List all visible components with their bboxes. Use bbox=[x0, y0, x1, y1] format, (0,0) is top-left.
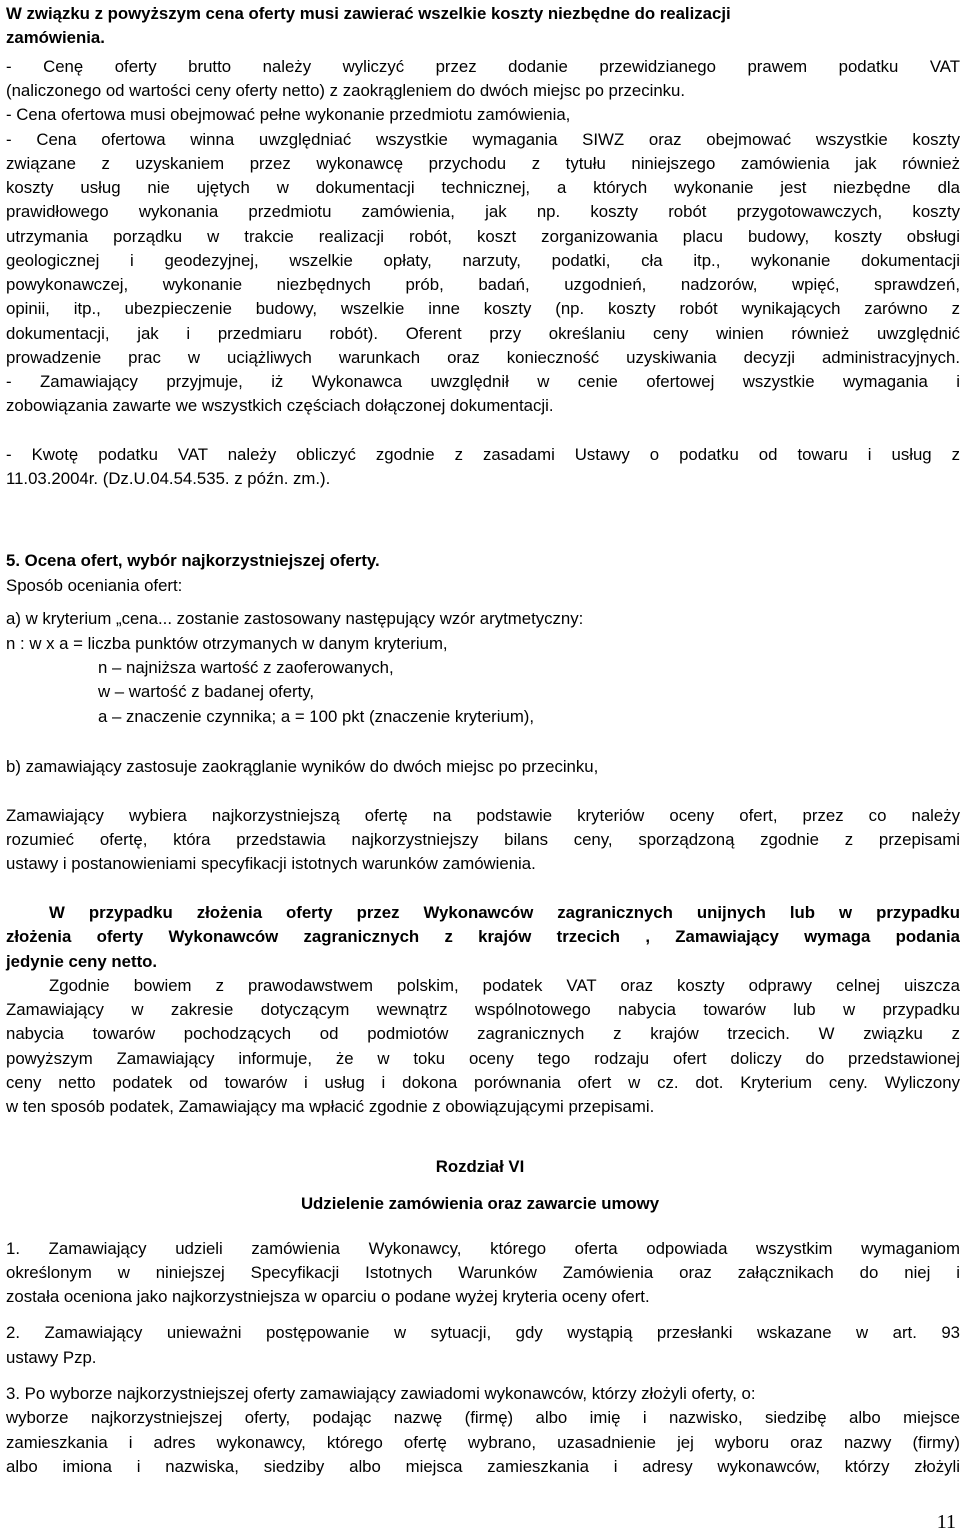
text-line: 2. Zamawiający unieważni postępowanie w sytuacji, gdy wystąpią przesłanki wskazane w art. 93 bbox=[6, 1323, 960, 1342]
text-line: opinii, itp., ubezpieczenie budowy, wszelkie inne koszty (np. koszty robót wynikających zarówno z bbox=[6, 299, 960, 318]
text-line: została oceniona jako najkorzystniejsza w oparciu o podane wyżej kryteria oceny ofert. bbox=[6, 1287, 650, 1306]
text-line: prawidłowego wykonania przedmiotu zamówienia, jak np. koszty robót przygotowawczych, koszty bbox=[6, 202, 960, 221]
text-line: n – najniższa wartość z zaoferowanych, bbox=[98, 658, 394, 677]
text-line: - Kwotę podatku VAT należy obliczyć zgodnie z zasadami Ustawy o podatku od towaru i usług z bbox=[6, 445, 960, 464]
text-line: zamówienia. bbox=[6, 28, 105, 47]
text-line: rozumieć ofertę, która przedstawia najkorzystniejszy bilans ceny, sporządzoną zgodnie z przepisami bbox=[6, 830, 960, 849]
text-line: - Zamawiający przyjmuje, iż Wykonawca uwzględnił w cenie ofertowej wszystkie wymagania i bbox=[6, 372, 960, 391]
text-line: 1. Zamawiający udzieli zamówienia Wykonawcy, którego oferta odpowiada wszystkim wymaganiom bbox=[6, 1239, 960, 1258]
text-line: w ten sposób podatek, Zamawiający ma wpłacić zgodnie z obowiązującymi przepisami. bbox=[6, 1097, 655, 1116]
text-line: złożenia oferty Wykonawców zagranicznych z krajów trzecich , Zamawiający wymaga podania bbox=[6, 927, 960, 946]
text-line: nabycia towarów pochodzących od podmiotów zagranicznych z krajów trzecich. W związku z bbox=[6, 1024, 960, 1043]
text-line: powyższym Zamawiający informuje, że w toku oceny tego rodzaju ofert doliczy do przedstawionej bbox=[6, 1049, 960, 1068]
text-line: zamieszkania i adres wykonawcy, którego ofertę wybrano, uzasadnienie jej wyboru oraz nazwy (firmy) bbox=[6, 1433, 960, 1452]
text-line: - Cena ofertowa musi obejmować pełne wykonanie przedmiotu zamówienia, bbox=[6, 105, 571, 124]
text-line: (naliczonego od wartości ceny oferty netto) z zaokrągleniem do dwóch miejsc po przecinku. bbox=[6, 81, 686, 100]
text-line: Sposób oceniania ofert: bbox=[6, 576, 183, 595]
text-line: a – znaczenie czynnika; a = 100 pkt (znaczenie kryterium), bbox=[98, 707, 535, 726]
text-line: zobowiązania zawarte we wszystkich częściach dołączonej dokumentacji. bbox=[6, 396, 554, 415]
text-line: Zamawiający w zakresie dotyczącym wewnątrz wspólnotowego nabycia towarów lub w przypadku bbox=[6, 1000, 960, 1019]
text-line: W przypadku złożenia oferty przez Wykonawców zagranicznych unijnych lub w przypadku bbox=[49, 903, 960, 922]
text-line: Zgodnie bowiem z prawodawstwem polskim, podatek VAT oraz koszty odprawy celnej uiszcza bbox=[49, 976, 960, 995]
text-line: wyborze najkorzystniejszej oferty, podając nazwę (firmę) albo imię i nazwisko, siedzibę albo miejsce bbox=[6, 1408, 960, 1427]
text-line: ustawy Pzp. bbox=[6, 1348, 97, 1367]
text-line: - Cenę oferty brutto należy wyliczyć przez dodanie przewidzianego prawem podatku VAT bbox=[6, 57, 960, 76]
page-number: 11 bbox=[936, 1511, 956, 1533]
text-line: Rozdział VI bbox=[435, 1157, 525, 1176]
text-line: n : w x a = liczba punktów otrzymanych w danym kryterium, bbox=[6, 634, 448, 653]
text-line: utrzymania porządku w trakcie realizacji robót, koszt zorganizowania placu budowy, koszty obsługi bbox=[6, 227, 960, 246]
text-line: b) zamawiający zastosuje zaokrąglanie wyników do dwóch miejsc po przecinku, bbox=[6, 757, 599, 776]
text-line: jedynie ceny netto. bbox=[6, 952, 158, 971]
text-line: prowadzenie prac w uciążliwych warunkach oraz konieczność uzyskiwania decyzji administracyjnych. bbox=[6, 348, 960, 367]
text-line: określonym w niniejszej Specyfikacji Istotnych Warunków Zamówienia oraz załącznikach do niej i bbox=[6, 1263, 960, 1282]
text-line: koszty usług nie ujętych w dokumentacji technicznej, a których wykonanie jest niezbędne dla bbox=[6, 178, 960, 197]
text-line: związane z uzyskaniem przez wykonawcę przychodu z tytułu niniejszego zamówienia jak również bbox=[6, 154, 960, 173]
text-line: dokumentacji, jak i przedmiaru robót). Oferent przy określaniu ceny winien również uwzględnić bbox=[6, 324, 960, 343]
text-line: ustawy i postanowieniami specyfikacji istotnych warunków zamówienia. bbox=[6, 854, 536, 873]
text-line: powykonawczej, wykonanie niezbędnych prób, badań, uzgodnień, nadzorów, wpięć, sprawdzeń, bbox=[6, 275, 960, 294]
text-line: a) w kryterium „cena... zostanie zastosowany następujący wzór arytmetyczny: bbox=[6, 609, 584, 628]
text-line: w – wartość z badanej oferty, bbox=[98, 682, 315, 701]
text-line: W związku z powyższym cena oferty musi zawierać wszelkie koszty niezbędne do realizacji bbox=[6, 4, 731, 23]
text-line: geologicznej i geodezyjnej, wszelkie opłaty, narzuty, podatki, cła itp., wykonanie dokumentacji bbox=[6, 251, 960, 270]
text-line: 5. Ocena ofert, wybór najkorzystniejszej oferty. bbox=[6, 551, 380, 570]
text-line: 3. Po wyborze najkorzystniejszej oferty zamawiający zawiadomi wykonawców, którzy złożyli oferty, o: bbox=[6, 1384, 756, 1403]
text-line: Udzielenie zamówienia oraz zawarcie umowy bbox=[300, 1194, 660, 1213]
text-line: Zamawiający wybiera najkorzystniejszą ofertę na podstawie kryteriów oceny ofert, przez co należy bbox=[6, 806, 960, 825]
text-line: ceny netto podatek od towarów i usług i dokona porównania ofert w cz. dot. Kryterium ceny. Wyliczony bbox=[6, 1073, 960, 1092]
text-line: - Cena ofertowa winna uwzględniać wszystkie wymagania SIWZ oraz obejmować wszystkie koszty bbox=[6, 130, 960, 149]
text-line: 11.03.2004r. (Dz.U.04.54.535. z późn. zm.). bbox=[6, 469, 331, 488]
text-line: albo imiona i nazwiska, siedziby albo miejsca zamieszkania i adresy wykonawców, którzy złożyli bbox=[6, 1457, 960, 1476]
